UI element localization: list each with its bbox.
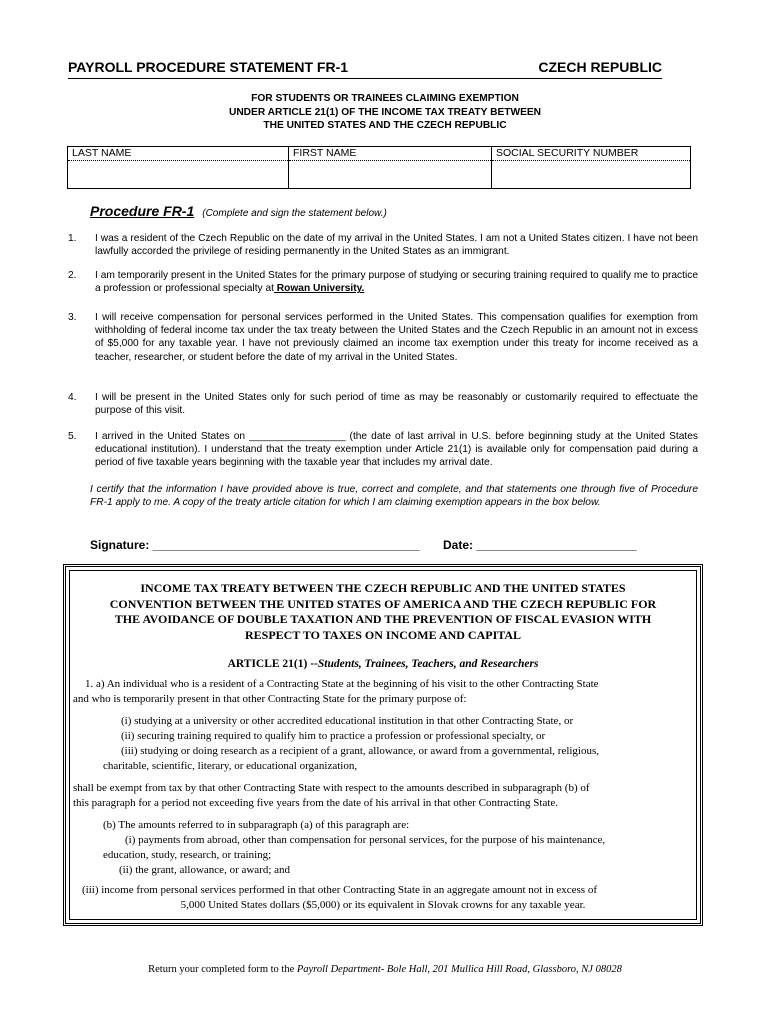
procedure-instruction: (Complete and sign the statement below.)	[202, 208, 387, 219]
treaty-text: (i) studying at a university or other accredited educational institution in that other Contracting State, or	[121, 715, 574, 727]
statement-item	[68, 269, 698, 295]
article-heading	[70, 658, 696, 670]
treaty-text: (ii) securing training required to qualify him to practice a profession or professional specialty, or	[121, 730, 546, 742]
article-name: Students, Trainees, Teachers, and Researchers	[317, 658, 539, 670]
item-number: 3.	[68, 312, 77, 323]
item-number: 1.	[68, 233, 77, 244]
country-title: CZECH REPUBLIC	[538, 59, 662, 75]
last-name-label: LAST NAME	[68, 147, 288, 161]
treaty-text: and who is temporarily present in that other Contracting State for the primary purpose of:	[73, 693, 467, 705]
university-name: Rowan University.	[273, 283, 365, 295]
procedure-title: Procedure FR-1	[90, 203, 195, 219]
item-text: I will receive compensation for personal services performed in the United States. This compensation qualifies for exemption from withholding of federal income tax under the tax treaty between the United States and the Czech Republic in an amount not in excess of $5,000 for any taxable year. I have not previously claimed an income tax exemption under this treaty for income received as a teacher, researcher, or student before the date of my arrival in the United States.	[95, 312, 698, 363]
subtitle-line-2: UNDER ARTICLE 21(1) OF THE INCOME TAX TREATY BETWEEN	[228, 106, 542, 118]
subtitle-line-3: THE UNITED STATES AND THE CZECH REPUBLIC	[263, 120, 507, 131]
date-field[interactable]: Date: ________________________	[443, 538, 637, 552]
treaty-text: (iii) studying or doing research as a recipient of a grant, allowance, or award from a governmental, religious,	[121, 745, 600, 757]
form-subtitle	[68, 92, 702, 133]
name-table	[67, 146, 691, 189]
footer-lead: Return your completed form to the	[148, 964, 295, 975]
item-text: I am temporarily present in the United States for the primary purpose of studying or securing training required to qualify me to practice a profession or professional specialty at	[95, 270, 698, 295]
last-name-cell[interactable]	[68, 147, 289, 188]
item-text: I arrived in the United States on _________________ (the date of last arrival in U.S. before beginning study at the United States educational institution). I understand that the treaty exemption under Article 21(1) is available only for compensation paid during a period of five taxable years beginning with the taxable year that includes my arrival date.	[95, 431, 698, 469]
treaty-text: charitable, scientific, literary, or educational organization,	[103, 760, 358, 772]
first-name-cell[interactable]	[289, 147, 492, 188]
item-number: 2.	[68, 270, 77, 281]
treaty-text: shall be exempt from tax by that other Contracting State with respect to the amounts described in subparagraph (b) of	[73, 782, 590, 794]
certification-text: I certify that the information I have provided above is true, correct and complete, and that statements one through five of Procedure FR-1 apply to me. A copy of the treaty article citation for which I am claiming exemption appears in the box below.	[90, 484, 698, 509]
treaty-text: (b) The amounts referred to in subparagraph (a) of this paragraph are:	[103, 819, 410, 831]
first-name-label: FIRST NAME	[289, 147, 491, 161]
item-text: I was a resident of the Czech Republic on the date of my arrival in the United States. I am not a United States citizen. I have not been lawfully accorded the privilege of residing permanently in the United States as an immigrant.	[95, 233, 698, 258]
footer-address: Payroll Department- Bole Hall, 201 Mullica Hill Road, Glassboro, NJ 08028	[296, 964, 622, 975]
statement-item	[68, 391, 698, 417]
treaty-title-line-3: THE AVOIDANCE OF DOUBLE TAXATION AND THE PREVENTION OF FISCAL EVASION WITH	[114, 612, 652, 626]
signature-field[interactable]: Signature: ________________________________________	[90, 538, 420, 552]
treaty-text: 5,000 United States dollars ($5,000) or its equivalent in Slovak crowns for any taxable year.	[180, 899, 586, 911]
item-number: 5.	[68, 431, 77, 442]
statement-item	[68, 430, 698, 470]
subtitle-line-1: FOR STUDENTS OR TRAINEES CLAIMING EXEMPTION	[251, 93, 519, 104]
footer	[0, 964, 770, 975]
treaty-text: (iii) income from personal services performed in that other Contracting State in an aggregate amount not in excess of	[82, 884, 598, 896]
treaty-text: 1. a) An individual who is a resident of a Contracting State at the beginning of his visit to the other Contracting State	[85, 678, 599, 690]
treaty-text: this paragraph for a period not exceeding five years from the date of his arrival in that other Contracting State.	[73, 797, 559, 809]
treaty-text: education, study, research, or training;	[103, 849, 272, 861]
treaty-title	[70, 581, 696, 643]
statement-item	[68, 311, 698, 364]
treaty-box	[63, 564, 703, 926]
treaty-title-line-2: CONVENTION BETWEEN THE UNITED STATES OF AMERICA AND THE CZECH REPUBLIC FOR	[109, 596, 657, 611]
item-text: I will be present in the United States only for such period of time as may be reasonably or customarily required to effectuate the purpose of this visit.	[95, 392, 698, 417]
treaty-inner	[69, 570, 697, 920]
treaty-text: (i) payments from abroad, other than compensation for personal services, for the purpose of his maintenance,	[125, 834, 606, 846]
ssn-label: SOCIAL SECURITY NUMBER	[492, 147, 690, 161]
statement-item	[68, 232, 698, 258]
procedure-heading	[90, 203, 387, 221]
form-title: PAYROLL PROCEDURE STATEMENT FR-1	[68, 59, 349, 75]
treaty-text: (ii) the grant, allowance, or award; and	[119, 864, 291, 876]
article-number: ARTICLE 21(1) --	[227, 658, 318, 670]
treaty-title-line-1: INCOME TAX TREATY BETWEEN THE CZECH REPUBLIC AND THE UNITED STATES	[140, 581, 626, 595]
ssn-cell[interactable]	[492, 147, 690, 188]
item-number: 4.	[68, 392, 77, 403]
treaty-title-line-4: RESPECT TO TAXES ON INCOME AND CAPITAL	[244, 627, 522, 642]
form-header	[68, 59, 662, 79]
